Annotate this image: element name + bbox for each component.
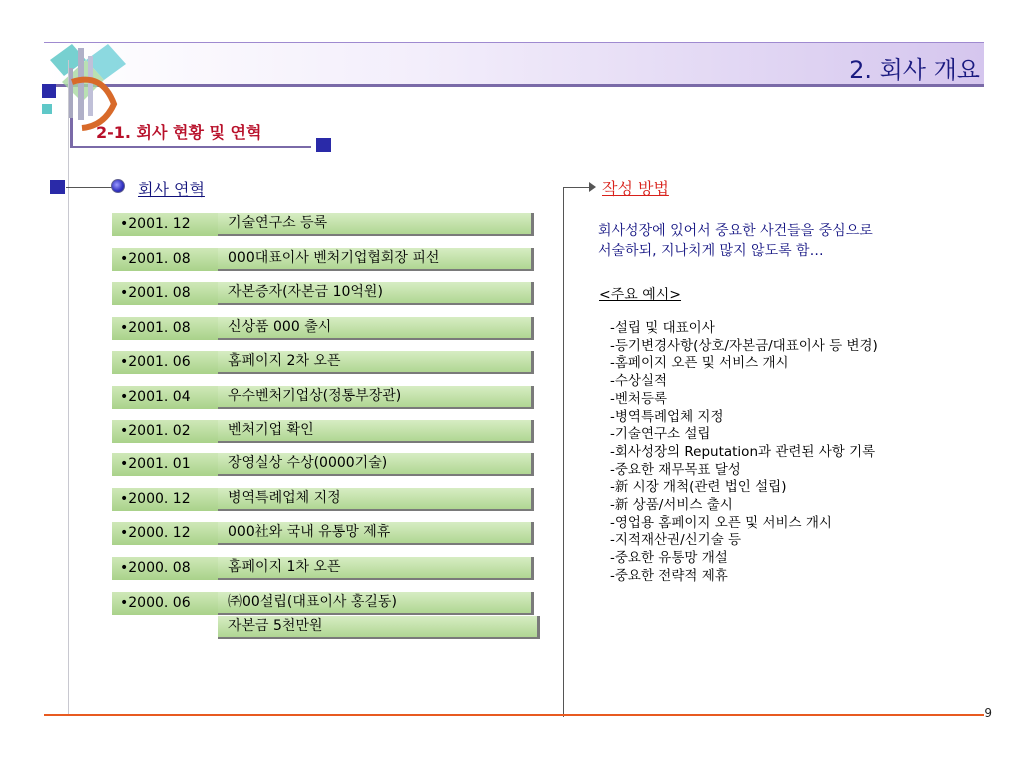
example-item: -설립 및 대표이사: [610, 320, 715, 336]
section-marker-square: [316, 138, 331, 152]
example-item: -新 시장 개척(관련 법인 설립): [610, 479, 787, 496]
history-date: •2001. 01: [112, 453, 218, 476]
history-event: 홈페이지 1차 오픈: [218, 557, 534, 580]
history-row: [112, 213, 540, 236]
history-date: •2001. 08: [112, 248, 218, 271]
page-number: 9: [984, 706, 992, 720]
example-item: -병역특례업체 지정: [610, 408, 724, 425]
example-item: -홈페이지 오픈 및 서비스 개시: [610, 355, 789, 372]
example-item: -영업용 홈페이지 오픈 및 서비스 개시: [610, 514, 832, 531]
history-event: 신상품 000 출시: [218, 317, 534, 340]
history-event: 장영실상 수상(0000기술): [218, 453, 534, 476]
history-event: 기술연구소 등록: [218, 213, 534, 236]
left-vertical-rule: [68, 60, 69, 715]
history-event-sub: 자본금 5천만원: [218, 616, 540, 639]
history-date: •2001. 08: [112, 317, 218, 340]
history-date: •2001. 04: [112, 386, 218, 409]
history-row: [112, 317, 540, 340]
example-item: -중요한 유통망 개설: [610, 550, 728, 567]
history-marker-square: [50, 180, 65, 194]
history-date: •2000. 12: [112, 522, 218, 545]
history-event: 자본증자(자본금 10억원): [218, 282, 534, 305]
history-row: [112, 386, 540, 409]
history-event: 홈페이지 2차 오픈: [218, 351, 534, 374]
method-description-line: 서술하되, 지나치게 많지 않도록 함…: [598, 243, 824, 259]
example-item: -회사성장의 Reputation과 관련된 사항 기록: [610, 443, 876, 460]
history-date: •2000. 12: [112, 488, 218, 511]
bullet-dot-icon: [111, 179, 125, 193]
header-bar: [44, 42, 984, 85]
history-date: •2000. 08: [112, 557, 218, 580]
examples-heading: <주요 예시>: [599, 287, 682, 303]
history-row: [112, 488, 540, 511]
history-date: •2001. 08: [112, 282, 218, 305]
arrow-right-icon: [589, 182, 596, 192]
method-title: 작성 방법: [602, 179, 669, 198]
history-row: [112, 522, 540, 545]
history-title: 회사 연혁: [138, 180, 205, 199]
method-description-line: 회사성장에 있어서 중요한 사건들을 중심으로: [598, 223, 873, 239]
history-date: •2000. 06: [112, 592, 218, 615]
history-row: [112, 351, 540, 374]
history-event: ㈜00설립(대표이사 홍길동): [218, 592, 534, 615]
history-row: [112, 420, 540, 443]
example-item: -기술연구소 설립: [610, 426, 711, 443]
example-item: -중요한 재무목표 달성: [610, 461, 741, 478]
history-event: 000대표이사 벤처기업협회장 피선: [218, 248, 534, 271]
history-date: •2001. 02: [112, 420, 218, 443]
history-date: •2001. 06: [112, 351, 218, 374]
history-event: 000社와 국내 유통망 제휴: [218, 522, 534, 545]
examples-list: [610, 320, 878, 586]
history-event: 우수벤처기업상(정통부장관): [218, 386, 534, 409]
history-event: 병역특례업체 지정: [218, 488, 534, 511]
example-item: -新 상품/서비스 출시: [610, 497, 733, 514]
example-item: -벤처등록: [610, 390, 668, 407]
history-event: 벤처기업 확인: [218, 420, 534, 443]
header-divider: [44, 84, 984, 87]
section-title: 2-1. 회사 현황 및 연혁: [96, 123, 262, 142]
history-row: [112, 248, 540, 271]
example-item: -수상실적: [610, 373, 668, 390]
history-connector-line: [66, 187, 112, 188]
page-title: 2. 회사 개요: [849, 56, 980, 84]
history-row: [112, 282, 540, 305]
footer-divider: [44, 714, 984, 716]
history-row: [112, 592, 540, 615]
connector-vertical-line: [563, 187, 564, 717]
example-item: -중요한 전략적 제휴: [610, 567, 728, 584]
example-item: -등기변경사항(상호/자본금/대표이사 등 변경): [610, 337, 878, 354]
history-row: [112, 453, 540, 476]
history-date: •2001. 12: [112, 213, 218, 236]
example-item: -지적재산권/신기술 등: [610, 532, 742, 549]
history-row: [112, 557, 540, 580]
